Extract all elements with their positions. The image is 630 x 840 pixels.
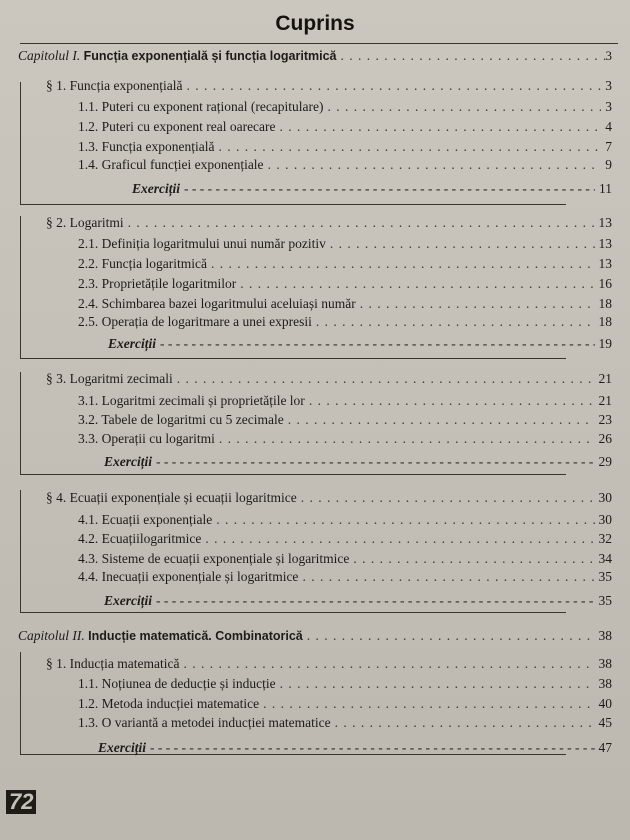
dot-leader (268, 155, 602, 175)
page-number: 19 (598, 336, 612, 351)
dot-leader (301, 488, 595, 508)
page-number: 35 (598, 569, 612, 584)
toc-item-1-1[interactable] (78, 97, 612, 117)
dot-leader (219, 429, 595, 449)
chapter-1-prefix: Capitolul I. (18, 48, 81, 63)
chapter-1-heading (18, 46, 340, 66)
toc-item-4-3[interactable] (78, 549, 612, 569)
exercises-label: Exerciții (98, 740, 146, 755)
section-label: § 4. Ecuații exponențiale și ecuații logaritmice (46, 490, 297, 505)
dot-leader (128, 213, 595, 233)
page-number: 21 (598, 393, 612, 408)
page-number: 26 (598, 431, 612, 446)
dot-leader (316, 312, 595, 332)
toc-ch2-item-1-2[interactable] (78, 694, 612, 714)
toc-item-4-1[interactable] (78, 510, 612, 530)
item-label: 2.1. Definiția logaritmului unui număr pozitiv (78, 236, 326, 251)
dash-leader (150, 738, 595, 758)
page-number: 13 (598, 256, 612, 271)
item-label: 3.2. Tabele de logaritmi cu 5 zecimale (78, 412, 284, 427)
page-number: 30 (598, 512, 612, 527)
toc-section-4[interactable] (46, 488, 612, 508)
toc-exercises-1[interactable] (132, 179, 612, 199)
page-number: 7 (605, 139, 612, 154)
page-number: 40 (598, 696, 612, 711)
page-number: 3 (605, 78, 612, 93)
page-number: 13 (598, 215, 612, 230)
item-label: 2.2. Funcția logaritmică (78, 256, 207, 271)
dot-leader (183, 654, 594, 674)
toc-exercises-4[interactable] (104, 591, 612, 611)
section-label: § 1. Inducția matematică (46, 656, 180, 671)
chapter-1-title: Funcția exponențială și funcția logaritmică (83, 49, 337, 63)
item-label: 1.4. Graficul funcției exponențiale (78, 157, 264, 172)
page-number: 45 (598, 715, 612, 730)
toc-section-1[interactable] (46, 76, 612, 96)
page-number: 29 (598, 454, 612, 469)
dash-leader (156, 452, 595, 472)
item-label: 1.1. Puteri cu exponent rațional (recapitulare) (78, 99, 324, 114)
item-label: 2.4. Schimbarea bazei logaritmului aceluiași număr (78, 296, 356, 311)
toc-item-1-3[interactable] (78, 137, 612, 157)
toc-section-3[interactable] (46, 369, 612, 389)
section-label: § 2. Logaritmi (46, 215, 124, 230)
page-number: 18 (598, 314, 612, 329)
dot-leader (309, 391, 595, 411)
dot-leader (218, 137, 601, 157)
item-label: 3.1. Logaritmi zecimali și proprietățile lor (78, 393, 305, 408)
toc-item-4-2[interactable] (78, 529, 612, 549)
toc-chapter-1[interactable] (18, 46, 612, 66)
dot-leader (280, 674, 595, 694)
toc-item-1-2[interactable] (78, 117, 612, 137)
item-label: 1.1. Noțiunea de deducție și inducție (78, 676, 276, 691)
dot-leader (360, 294, 595, 314)
item-label: 1.2. Metoda inducției matematice (78, 696, 260, 711)
item-label: 1.3. Funcția exponențială (78, 139, 215, 154)
toc-item-3-3[interactable] (78, 429, 612, 449)
page-number: 47 (598, 740, 612, 755)
dot-leader (240, 274, 594, 294)
dot-leader (205, 529, 594, 549)
toc-item-2-2[interactable] (78, 254, 612, 274)
page-number: 21 (598, 371, 612, 386)
toc-exercises-3[interactable] (104, 452, 612, 472)
dot-leader (340, 46, 605, 66)
page-number: 11 (599, 181, 612, 196)
toc-item-1-4[interactable] (78, 155, 612, 175)
toc-item-3-1[interactable] (78, 391, 612, 411)
dot-leader (330, 234, 595, 254)
dash-leader (156, 591, 595, 611)
item-label: 2.3. Proprietățile logaritmilor (78, 276, 237, 291)
toc-section-2[interactable] (46, 213, 612, 233)
dot-leader (216, 510, 594, 530)
item-label: 1.3. O variantă a metodei inducției matematice (78, 715, 331, 730)
page-number: 30 (598, 490, 612, 505)
item-label: 3.3. Operații cu logaritmi (78, 431, 215, 446)
page-number: 18 (598, 296, 612, 311)
toc-chapter-2[interactable] (18, 626, 612, 646)
toc-ch2-item-1-1[interactable] (78, 674, 612, 694)
toc-ch2-exercises-1[interactable] (98, 738, 612, 758)
exercises-label: Exerciții (108, 336, 156, 351)
toc-item-2-3[interactable] (78, 274, 612, 294)
page-number: 16 (598, 276, 612, 291)
dot-leader (177, 369, 595, 389)
dot-leader (280, 117, 602, 137)
page-folio-number: 72 (6, 790, 36, 814)
exercises-label: Exerciții (132, 181, 180, 196)
item-label: 4.4. Inecuații exponențiale și logaritmice (78, 569, 299, 584)
item-label: 4.1. Ecuații exponențiale (78, 512, 213, 527)
item-label: 1.2. Puteri cu exponent real oarecare (78, 119, 276, 134)
page-title: Cuprins (275, 12, 355, 35)
page-number: 4 (605, 119, 612, 134)
toc-item-3-2[interactable] (78, 410, 612, 430)
exercises-label: Exerciții (104, 593, 152, 608)
item-label: 4.2. Ecuațiilogaritmice (78, 531, 202, 546)
item-label: 4.3. Sisteme de ecuații exponențiale și logaritmice (78, 551, 350, 566)
page-number: 23 (598, 412, 612, 427)
item-label: 2.5. Operația de logaritmare a unei expresii (78, 314, 312, 329)
page-number: 38 (598, 656, 612, 671)
dash-leader (184, 179, 595, 199)
page-number: 13 (598, 236, 612, 251)
toc-exercises-2[interactable] (108, 334, 612, 354)
toc-ch2-section-1[interactable] (46, 654, 612, 674)
toc-item-2-4[interactable] (78, 294, 612, 314)
page-number: 9 (605, 157, 612, 172)
dot-leader (302, 567, 594, 587)
dot-leader (263, 694, 594, 714)
section-label: § 1. Funcția exponențială (46, 78, 183, 93)
toc-item-4-4[interactable] (78, 567, 612, 587)
dash-leader (160, 334, 595, 354)
page-number: 35 (598, 593, 612, 608)
page-number: 3 (605, 99, 612, 114)
chapter-2-heading (18, 626, 307, 646)
chapter-2-title: Inducție matematică. Combinatorică (88, 629, 303, 643)
dot-leader (288, 410, 595, 430)
toc-ch2-item-1-3[interactable] (78, 713, 612, 733)
dot-leader (307, 626, 595, 646)
toc-item-2-1[interactable] (78, 234, 612, 254)
page-number: 38 (598, 628, 612, 643)
dot-leader (186, 76, 601, 96)
section-label: § 3. Logaritmi zecimali (46, 371, 173, 386)
page-number: 34 (598, 551, 612, 566)
dot-leader (353, 549, 594, 569)
chapter-2-prefix: Capitolul II. (18, 628, 85, 643)
page-number: 3 (605, 48, 612, 63)
dot-leader (328, 97, 602, 117)
toc-item-2-5[interactable] (78, 312, 612, 332)
page-number: 32 (598, 531, 612, 546)
dot-leader (335, 713, 595, 733)
page-number: 38 (598, 676, 612, 691)
top-rule (20, 43, 618, 44)
dot-leader (211, 254, 595, 274)
exercises-label: Exerciții (104, 454, 152, 469)
